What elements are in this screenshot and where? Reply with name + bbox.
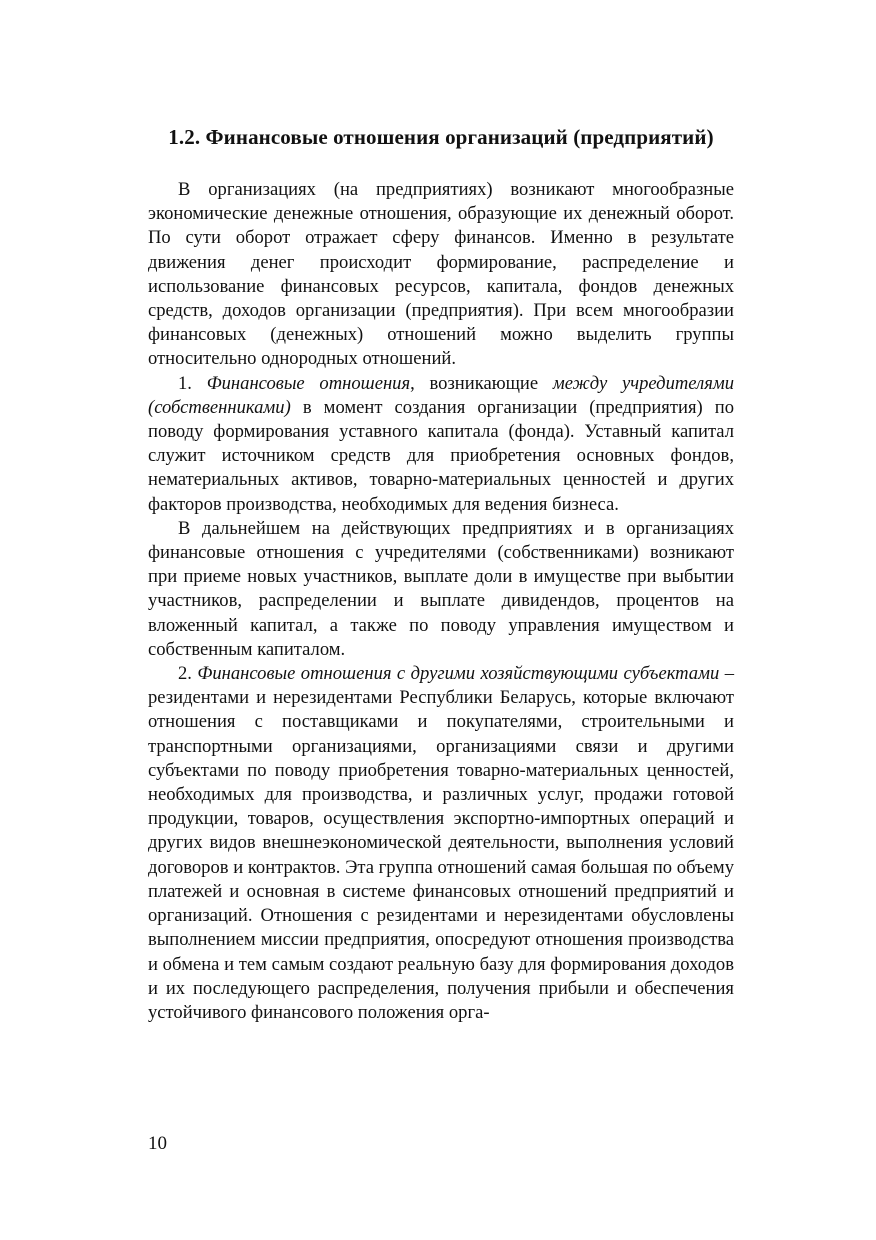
paragraph-text: В организациях (на предприятиях) возникают многообразные экономические денежные отношения, образующие их денежный оборот. По сути оборот отражает сферу финансов. Именно в результате движения денег происходит формирование, распределение и использование финансовых ресурсов, капитала, фондов денежных средств, доходов организации (предприятия). При всем многообразии финансовых (денежных) отношений можно выделить группы относительно однородных отношений.: [148, 179, 734, 370]
page-number: 10: [148, 1133, 167, 1154]
paragraph-intro: [148, 178, 734, 372]
page-body: [148, 124, 734, 1025]
item-number: 1.: [178, 372, 192, 394]
italic-term: Финансовые отношения с другими хозяйствующими субъектами: [197, 663, 720, 685]
paragraph-item-1: [148, 372, 734, 517]
paragraph-item-2: [148, 662, 734, 1025]
italic-term: Финансовые отношения: [206, 372, 411, 394]
section-heading: 1.2. Финансовые отношения организаций (предприятий): [168, 125, 714, 149]
paragraph-text: – резидентами и нерезидентами Республики Беларусь, которые включают отношения с поставщиками и покупателями, строительными и транспортными организациями, организациями связи и другими субъектами по поводу приобретения товарно-материальных ценностей, необходимых для производства, и различных услуг, продажи готовой продукции, товаров, осуществления экспортно-импортных операций и других видов внешнеэкономической деятельности, выполнения условий договоров и контрактов. Эта группа отношений самая большая по объему платежей и основная в системе финансовых отношений предприятий и организаций. Отношения с резидентами и нерезидентами обусловлены выполнением миссии предприятия, опосредуют отношения производства и обмена и тем самым создают реальную базу для формирования доходов и их последующего распределения, получения прибыли и обеспечения устойчивого финансового положения орга-: [148, 663, 734, 1023]
paragraph-text: В дальнейшем на действующих предприятиях и в организациях финансовые отношения с учредителями (собственниками) возникают при приеме новых участников, выплате доли в имуществе при выбытии участников, распределении и выплате дивидендов, процентов на вложенный капитал, а также по поводу управления имуществом и собственным капиталом.: [148, 517, 734, 660]
italic-term: между учредителями (собственниками): [148, 372, 734, 418]
paragraph-text: , возникающие: [410, 372, 539, 394]
paragraph-continuation: [148, 517, 734, 662]
paragraph-text: в момент создания организации (предприятия) по поводу формирования уставного капитала (фонда). Уставный капитал служит источником средств для приобретения основных фондов, нематериальных активов, товарно-материальных ценностей и других факторов производства, необходимых для ведения бизнеса.: [148, 396, 734, 515]
item-number: 2.: [178, 663, 192, 685]
